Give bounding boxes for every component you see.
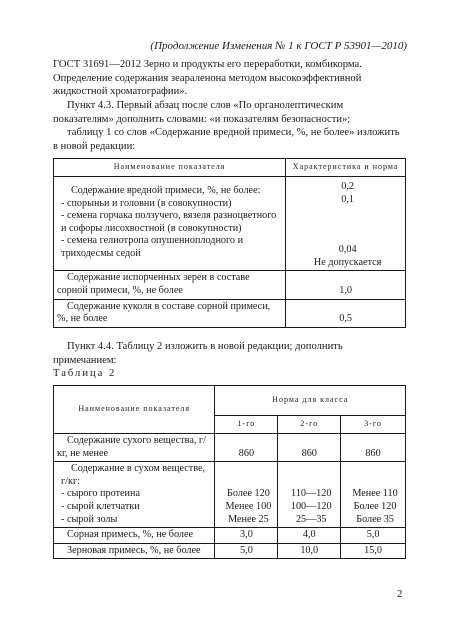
table2-row2-class3-fiber: Более 120 — [353, 500, 397, 512]
table2-row1-class1: 860 — [215, 434, 278, 462]
page-header: (Продолжение Изменения № 1 к ГОСТ Р 53901—2010) — [150, 40, 407, 52]
table2-header-class3: 3-го — [341, 416, 406, 434]
table-2 — [53, 385, 406, 559]
table2-row2-title: Содержание в сухом веществе, г/кг: — [61, 463, 206, 487]
table2-row2-class1-fiber: Менее 100 — [225, 500, 272, 512]
table1-row3-name: Содержание куколя в составе сорной примеси, %, не более — [54, 299, 286, 327]
table1-row1-values — [286, 177, 406, 271]
table2-row2-class2-fiber: 100—120 — [290, 500, 332, 512]
table2-row4-class1: 5,0 — [215, 543, 278, 559]
table1-row1-sub2: - семена горчака ползучего, вязеля разноцветного и софоры лисохвостной (в совокупности) — [61, 210, 277, 234]
table2-row3-class3: 5,0 — [341, 528, 406, 544]
table2-row4-class2: 10,0 — [278, 543, 341, 559]
table1-row3-value: 0,5 — [286, 299, 406, 327]
table1-header-name: Наименование показателя — [54, 159, 286, 177]
table2-header-norm: Норма для класса — [215, 386, 406, 416]
table2-row3-name: Сорная примесь, %, не более — [54, 528, 215, 544]
table2-title: Таблица 2 — [53, 368, 117, 379]
table2-row4-name: Зерновая примесь, %, не более — [54, 543, 215, 559]
table2-row1-class3: 860 — [341, 434, 406, 462]
table2-row2-class2-ash: 25—35 — [295, 513, 327, 525]
table2-header-class2: 2-го — [278, 416, 341, 434]
table1-row1-value2: 0,1 — [341, 193, 354, 205]
table1-row1-sub3: - семена гелиотропа опушенноплодного и триходесмы седой — [61, 235, 244, 259]
paragraph-clause-4-4: Пункт 4.4. Таблицу 2 изложить в новой редакции; дополнить примечанием: — [53, 341, 343, 366]
table1-header-norm: Характеристика и норма — [286, 159, 406, 177]
table2-row2-sub1: - сырого протеина — [61, 488, 140, 500]
table2-row2-class3-ash: Более 35 — [356, 513, 394, 525]
table2-row3-class1: 3,0 — [215, 528, 278, 544]
paragraph-clause-4-3: Пункт 4.3. Первый абзац после слов «По органолептическим показателям» дополнить словами: «и показателям безопасности»; — [53, 100, 351, 125]
table2-row2-name — [54, 462, 215, 528]
table2-row2-class2 — [278, 462, 341, 528]
table1-row1-value4: Не допускается — [313, 256, 382, 268]
table1-row2-name: Содержание испорченных зерен в составе сорной примеси, %, не более — [54, 271, 286, 299]
table2-row2-class3-protein: Менее 110 — [352, 488, 398, 500]
table2-row2-class1-ash: Менее 25 — [228, 513, 269, 525]
table2-row2-class1-protein: Более 120 — [227, 488, 270, 500]
table2-row1-name: Содержание сухого вещества, г/кг, не менее — [54, 434, 215, 462]
table1-row1-value3: 0,04 — [338, 244, 357, 256]
table2-row2-class3 — [341, 462, 406, 528]
paragraph-gost-reference: ГОСТ 31691—2012 Зерно и продукты его переработки, комбикорма. Определение содержания зеараленона методом высокоэффективной жидкостной хроматографии». — [53, 59, 362, 97]
table2-header-class1: 1-го — [215, 416, 278, 434]
table2-row2-sub3: - сырой золы — [61, 513, 118, 525]
table1-row1-value1: 0,2 — [341, 181, 354, 192]
table1-row1-sub1: - спорыньи и головни (в совокупности) — [61, 197, 232, 209]
table1-row1-name: Содержание вредной примеси, %, не более: — [71, 185, 261, 196]
table2-row4-class3: 15,0 — [341, 543, 406, 559]
page-number: 2 — [397, 588, 403, 600]
table2-header-name: Наименование показателя — [54, 386, 215, 434]
table2-row2-class2-protein: 110—120 — [291, 488, 332, 500]
table1-row-harmful-impurity — [54, 177, 286, 271]
table2-row2-sub2: - сырой клетчатки — [61, 500, 140, 512]
table2-row1-class2: 860 — [278, 434, 341, 462]
table2-row3-class2: 4,0 — [278, 528, 341, 544]
table1-row2-value: 1,0 — [286, 271, 406, 299]
table2-row2-class1 — [215, 462, 278, 528]
paragraph-table1-intro: таблицу 1 со слов «Содержание вредной примеси, %, не более» изложить в новой редакции: — [53, 127, 400, 152]
table-1 — [53, 158, 406, 328]
